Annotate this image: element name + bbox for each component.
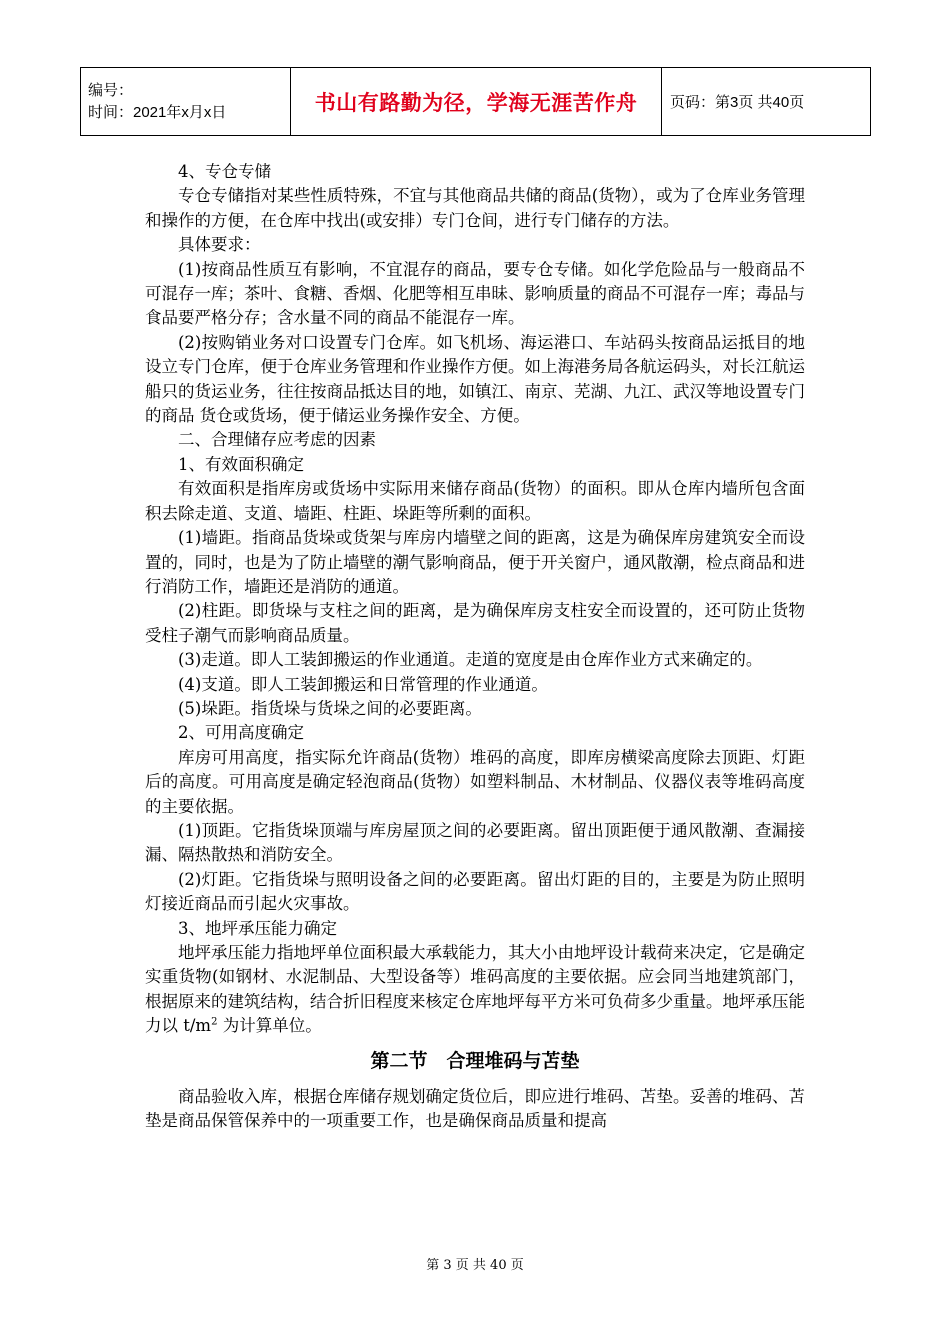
paragraph: (2)按购销业务对口设置专门仓库。如飞机场、海运港口、车站码头按商品运抵目的地设立专门仓库，便于仓库业务管理和作业操作方便。如上海港务局各航运码头，对长江航运船只的货运业务，往往按商品抵达目的地，如镇江、南京、芜湖、九江、武汉等地设置专门的商品 货仓或货场，便于储运业务操作安全、方便。 [145, 332, 805, 426]
heading-usable-height: 2、可用高度确定 [178, 723, 304, 743]
section-title: 第二节 合理堆码与苫垫 [370, 1049, 580, 1072]
header-meta-cell [81, 68, 291, 136]
header-page-info: 页码：第3页 共40页 [662, 68, 871, 136]
paragraph: (1)按商品性质互有影响，不宜混存的商品，要专仓专储。如化学危险品与一般商品不可混存一库；茶叶、食糖、香烟、化肥等相互串昧、影响质量的商品不可混存一库；毒品与食品要严格分存；含水量不同的商品不能混存一库。 [145, 259, 805, 328]
heading-floor-load: 3、地坪承压能力确定 [178, 918, 337, 938]
paragraph: (3)走道。即人工装卸搬运的作业通道。走道的宽度是由仓库作业方式来确定的。 [178, 650, 763, 670]
page-footer: 第 3 页 共 40 页 [426, 1258, 524, 1273]
header-table [80, 67, 871, 136]
paragraph: (4)支道。即人工装卸搬运和日常管理的作业通道。 [178, 674, 548, 694]
paragraph: (5)垛距。指货垛与货垛之间的必要距离。 [178, 698, 482, 718]
paragraph: (1)顶距。它指货垛顶端与库房屋顶之间的必要距离。留出顶距便于通风散潮、查漏接漏、隔热散热和消防安全。 [145, 820, 805, 865]
header-motto: 书山有路勤为径，学海无涯苦作舟 [291, 68, 662, 136]
document-body [145, 160, 805, 1133]
heading-storage-factors: 二、合理储存应考虑的因素 [178, 430, 376, 450]
paragraph: 具体要求： [178, 235, 261, 255]
text-run: 地坪承压能力指地坪单位面积最大承载能力，其大小由地坪设计载荷来决定，它是确定实重货物(如钢材、水泥制品、大型设备等）堆码高度的主要依据。应会同当地建筑部门，根据原来的建筑结构，结合折旧程度来核定仓库地坪每平方米可负荷多少重量。地坪承压能力以 t/m [145, 943, 805, 1036]
heading-special-storage: 4、专仓专储 [178, 162, 271, 181]
paragraph: 专仓专储指对某些性质特殊，不宜与其他商品共储的商品(货物），或为了仓库业务管理和操作的方便，在仓库中找出(或安排）专门仓间，进行专门储存的方法。 [145, 186, 805, 230]
paragraph: (2)柱距。即货垛与支柱之间的距离，是为确保库房支柱安全而设置的，还可防止货物受柱子潮气而影响商品质量。 [145, 601, 805, 645]
paragraph: 商品验收入库，根据仓库储存规划确定货位后，即应进行堆码、苫垫。妥善的堆码、苫垫是商品保管保养中的一项重要工作，也是确保商品质量和提高 [145, 1086, 805, 1131]
paragraph: 库房可用高度，指实际允许商品(货物）堆码的高度，即库房横梁高度除去顶距、灯距后的高度。可用高度是确定轻泡商品(货物）如塑料制品、木材制品、仪器仪表等堆码高度的主要依据。 [145, 747, 805, 816]
text-run: 为计算单位。 [217, 1016, 322, 1036]
paragraph: (1)墙距。指商品货垛或货架与库房内墙壁之间的距离，这是为确保库房建筑安全而设置的，同时，也是为了防止墙壁的潮气影响商品，便于开关窗户，通风散潮，检点商品和进行消防工作，墙距还是消防的通道。 [145, 528, 805, 596]
number-label: 编号： [88, 81, 134, 99]
paragraph: (2)灯距。它指货垛与照明设备之间的必要距离。留出灯距的目的，主要是为防止照明灯接近商品而引起火灾事故。 [145, 869, 805, 914]
time-label: 时间：2021年x月x日 [88, 103, 227, 121]
paragraph: 有效面积是指库房或货场中实际用来储存商品(货物）的面积。即从仓库内墙所包含面积去除走道、支道、墙距、柱距、垛距等所剩的面积。 [145, 479, 805, 523]
heading-effective-area: 1、有效面积确定 [178, 454, 304, 474]
paragraph-floor-load [145, 941, 805, 1039]
superscript: 2 [211, 1016, 218, 1028]
